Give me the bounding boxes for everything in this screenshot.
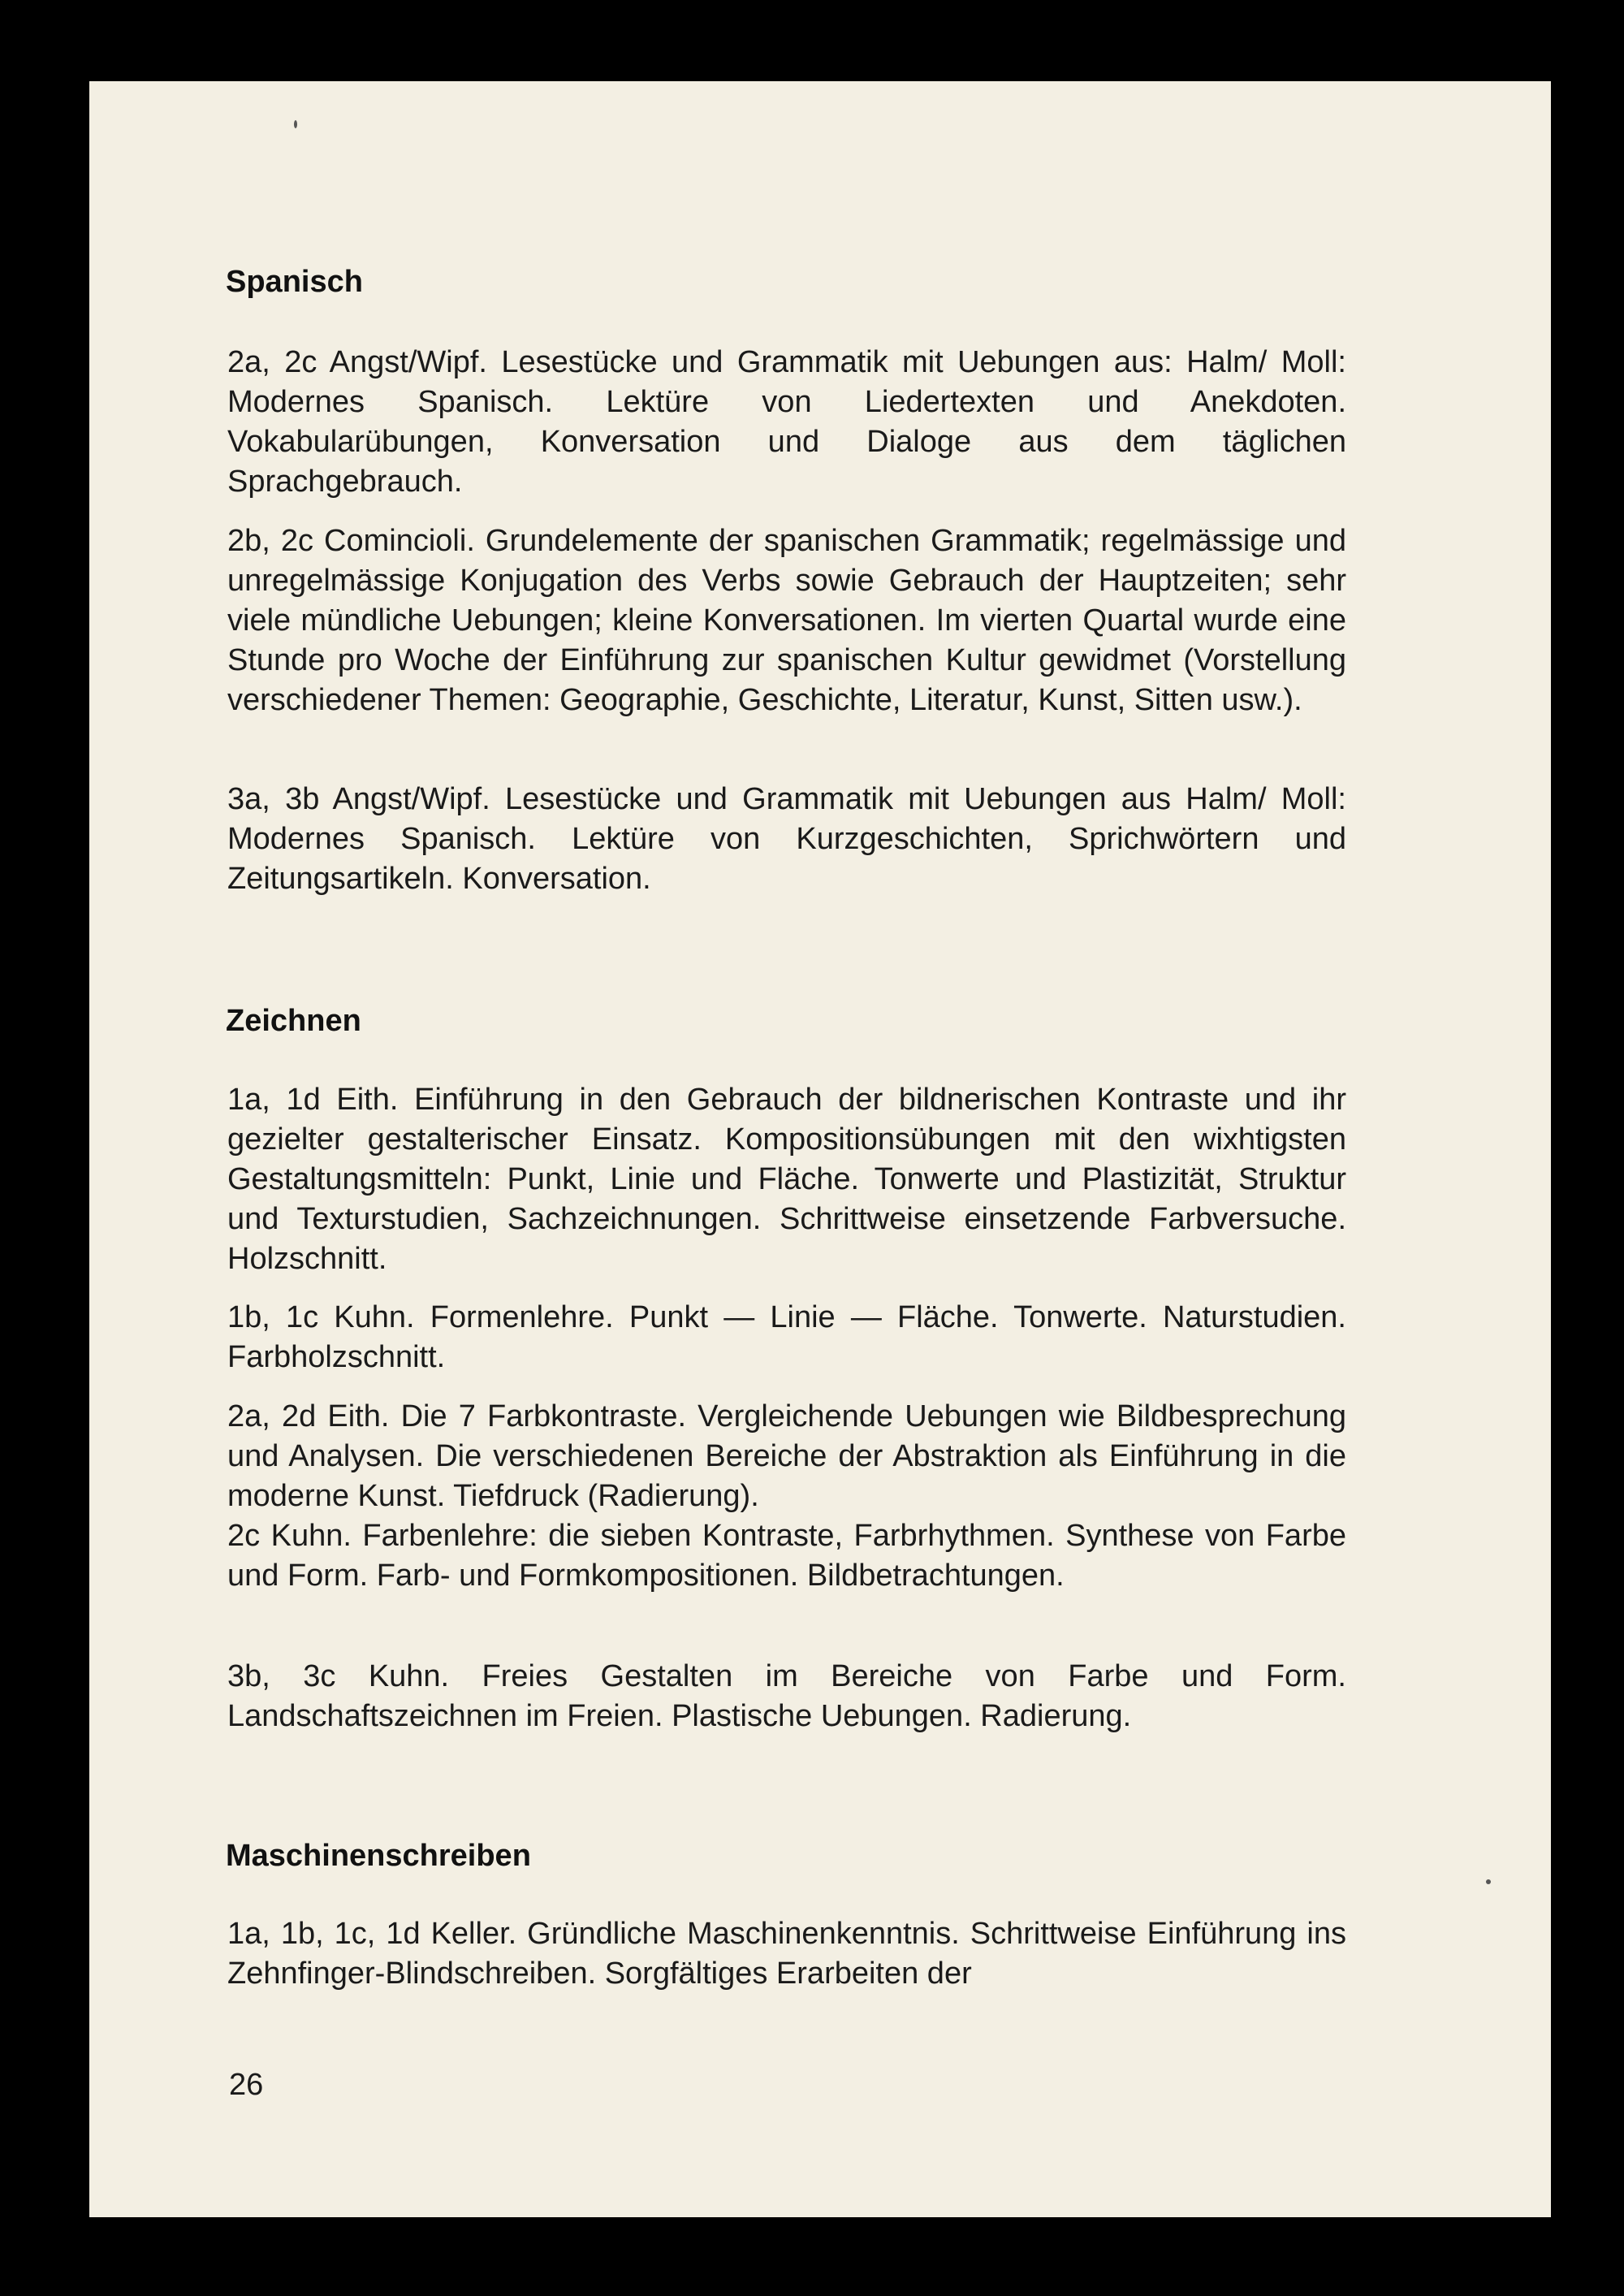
paragraph-zeichnen-4: 2c Kuhn. Farbenlehre: die sieben Kontraste, Farbrhythmen. Synthese von Farbe und Form. Farb- und Formkompositionen. Bildbetrachtungen. bbox=[227, 1519, 1346, 1593]
paragraph-zeichnen-3: 2a, 2d Eith. Die 7 Farbkontraste. Vergleichende Uebungen wie Bildbesprechung und Analysen. Die verschiedenen Bereiche der Abstraktion als Einführung in die moderne Kunst. Tiefdruck (Radierung). bbox=[227, 1399, 1346, 1513]
section-heading-spanisch: Spanisch bbox=[226, 265, 363, 299]
paragraph-zeichnen-2: 1b, 1c Kuhn. Formenlehre. Punkt — Linie — Fläche. Tonwerte. Naturstudien. Farbholzschnitt. bbox=[227, 1300, 1346, 1374]
paragraph-spanisch-2: 2b, 2c Comincioli. Grundelemente der spanischen Grammatik; regelmässige und unregelmässige Konjugation des Verbs sowie Gebrauch der Hauptzeiten; sehr viele mündliche Uebungen; kleine Konversationen. Im vierten Quartal wurde eine Stunde pro Woche der Einführung zur spanischen Kultur gewidmet (Vorstellung verschiedener Themen: Geographie, Geschichte, Literatur, Kunst, Sitten usw.). bbox=[227, 524, 1346, 717]
page-number: 26 bbox=[229, 2068, 264, 2102]
document-page bbox=[89, 81, 1551, 2217]
section-heading-maschinenschreiben: Maschinenschreiben bbox=[226, 1839, 531, 1873]
paragraph-spanisch-1: 2a, 2c Angst/Wipf. Lesestücke und Grammatik mit Uebungen aus: Halm/ Moll: Modernes Spanisch. Lektüre von Liedertexten und Anekdoten. Vokabularübungen, Konversation und Dialoge aus dem täglichen Sprachgebrauch. bbox=[227, 345, 1346, 499]
paragraph-maschinenschreiben-1: 1a, 1b, 1c, 1d Keller. Gründliche Maschinenkenntnis. Schrittweise Einführung ins Zehnfinger-Blindschreiben. Sorgfältiges Erarbeiten der bbox=[227, 1917, 1346, 1991]
scan-speck bbox=[1486, 1879, 1491, 1884]
section-heading-zeichnen: Zeichnen bbox=[226, 1004, 361, 1038]
paragraph-spanisch-3: 3a, 3b Angst/Wipf. Lesestücke und Grammatik mit Uebungen aus Halm/ Moll: Modernes Spanisch. Lektüre von Kurzgeschichten, Sprichwörtern und Zeitungsartikeln. Konversation. bbox=[227, 782, 1346, 896]
paragraph-zeichnen-5: 3b, 3c Kuhn. Freies Gestalten im Bereiche von Farbe und Form. Landschaftszeichnen im Freien. Plastische Uebungen. Radierung. bbox=[227, 1659, 1346, 1733]
scan-speck bbox=[294, 120, 297, 128]
paragraph-zeichnen-1: 1a, 1d Eith. Einführung in den Gebrauch der bildnerischen Kontraste und ihr gezielter gestalterischer Einsatz. Kompositionsübungen mit den wixhtigsten Gestaltungsmitteln: Punkt, Linie und Fläche. Tonwerte und Plastizität, Struktur und Texturstudien, Sachzeichnungen. Schrittweise einsetzende Farbversuche. Holzschnitt. bbox=[227, 1083, 1346, 1276]
